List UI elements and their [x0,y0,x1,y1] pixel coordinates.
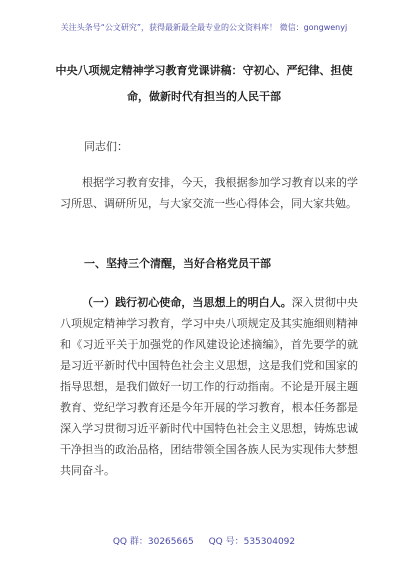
main-paragraph [60,292,358,481]
header-banner: 关注头条号“公文研究”，获得最新最全最专业的公文资料库！ 微信：gongwenyj [60,23,348,32]
subsection-heading: （一）践行初心使命，当思想上的明白人。 [82,296,292,309]
salutation: 同志们： [84,140,128,153]
subsection-body: 深入贯彻中央八项规定精神学习教育，学习中央八项规定及其实施细则精神和《习近平关于加强党的作风建设论述摘编》，首先要学的就是习近平新时代中国特色社会主义思想，这是我们党和国家的指导思想，是我们做好一切工作的行动指南。不论是开展主题教育、党纪学习教育还是今年开展的学习教育，根本任务都是深入学习贯彻习近平新时代中国特色社会主义思想，铸炼忠诚干净担当的政治品格，团结带领全国各族人民为实现伟大梦想共同奋斗。 [60,296,359,477]
qq-group: QQ 群：30265665 [112,537,194,547]
section-heading: 一、坚持三个清醒，当好合格党员干部 [84,257,271,270]
document-title: 中央八项规定精神学习教育党课讲稿：守初心、严纪律、担使命，做新时代有担当的人民干部 [55,64,353,103]
intro-paragraph: 根据学习教育安排，今天，我根据参加学习教育以来的学习所思、调研所见，与大家交流一些心得体会，同大家共勉。 [60,176,358,210]
footer-contact [0,534,408,547]
qq-number: QQ 号：535304092 [208,537,296,547]
